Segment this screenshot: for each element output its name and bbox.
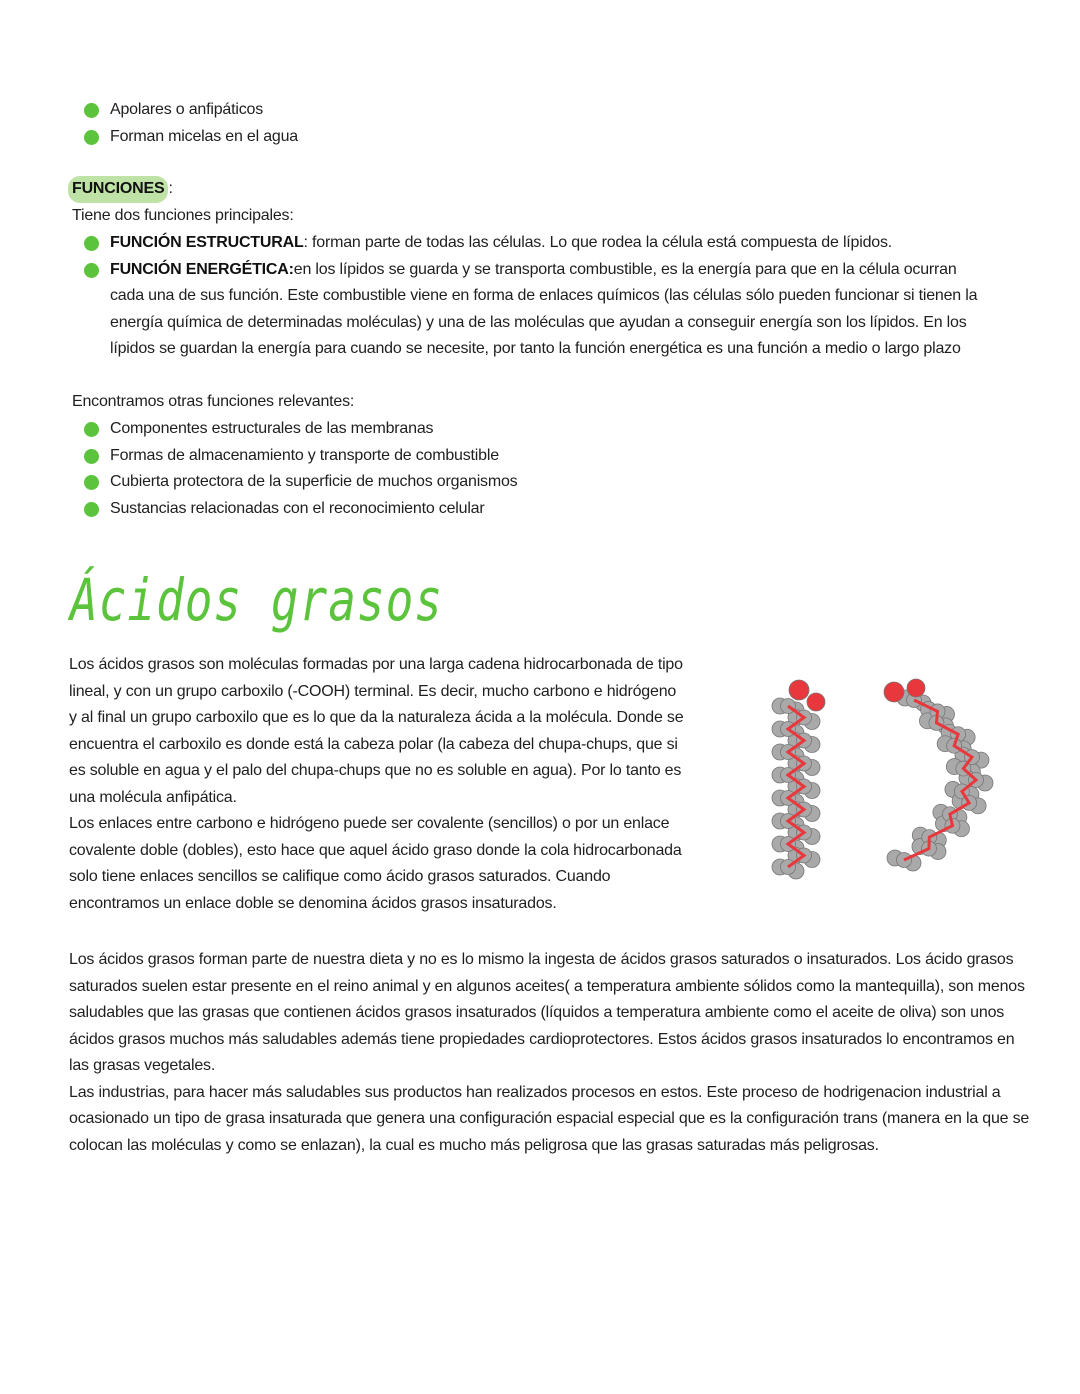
bullet-dot-icon: [84, 130, 99, 145]
otras-list: [84, 416, 517, 522]
section-heading: Ácidos grasos: [70, 566, 444, 634]
oxygen-atom: [884, 682, 904, 702]
paragraph: Los ácidos grasos son moléculas formadas por una larga cadena hidrocarbonada de tipo lineal, y con un grupo carboxilo (-COOH) terminal. Es decir, mucho carbono e hidrógeno y al final un grupo carboxilo que es lo que da la naturaleza ácida a la molécula. Donde se encuentra el carboxilo es donde está la cabeza polar (la cabeza del chupa-chups, que si es soluble en agua y el palo del chupa-chups que no es soluble en agua). Por lo tanto es una molécula anfipática.: [69, 656, 684, 806]
list-item: Forman micelas en el agua: [84, 124, 298, 151]
list-item: Sustancias relacionadas con el reconocimiento celular: [84, 496, 517, 523]
bullet-dot-icon: [84, 475, 99, 490]
paragraph: Los ácidos grasos forman parte de nuestra dieta y no es lo mismo la ingesta de ácidos grasos saturados o insaturados. Los ácido grasos saturados suelen estar presente en el reino animal y en algunos aceites( a temperatura ambiente sólidos como la mantequilla), son menos saludables que las grasas que contienen ácidos grasos insaturados (líquidos a temperatura ambiente como el aceite de oliva) son unos ácidos grasos muchos más saludables además tiene propiedades cardioprotectores. Estos ácidos grasos insaturados lo encontramos en las grasas vegetales.: [69, 951, 1025, 1074]
funciones-title-highlight: FUNCIONES: [68, 176, 168, 203]
bullet-dot-icon: [84, 236, 99, 251]
funciones-list: [84, 230, 984, 363]
acidos-text-block-2: [69, 947, 1034, 1159]
list-item: Apolares o anfipáticos: [84, 97, 298, 124]
list-item: Cubierta protectora de la superficie de muchos organismos: [84, 469, 517, 496]
list-item: FUNCIÓN ESTRUCTURAL: forman parte de todas las células. Lo que rodea la célula está compuesta de lípidos.: [84, 230, 984, 257]
top-bullet-list: [84, 97, 298, 150]
otras-intro: Encontramos otras funciones relevantes:: [72, 393, 355, 410]
oxygen-atom: [789, 680, 809, 700]
fatty-acid-figure: [770, 676, 1010, 896]
bullet-dot-icon: [84, 422, 99, 437]
paragraph: Los enlaces entre carbono e hidrógeno puede ser covalente (sencillos) o por un enlace covalente doble (dobles), esto hace que aquel ácido graso donde la cola hidrocarbonada solo tiene enlaces sencillos se califique como ácido grasos saturados. Cuando encontramos un enlace doble se denomina ácidos grasos insaturados.: [69, 815, 682, 912]
saturated-fatty-acid-model: [772, 680, 825, 879]
bullet-dot-icon: [84, 103, 99, 118]
list-item: Formas de almacenamiento y transporte de combustible: [84, 443, 517, 470]
unsaturated-fatty-acid-model: [884, 679, 993, 871]
bullet-dot-icon: [84, 502, 99, 517]
list-item: FUNCIÓN ENERGÉTICA:en los lípidos se guarda y se transporta combustible, es la energía para que en la célula ocurran cada una de sus función. Este combustible viene en forma de enlaces químicos (las células sólo pueden funcionar si tienen la energía química de determinadas moléculas) y una de las moléculas que ayudan a conseguir energía son los lípidos. En los lípidos se guardan la energía para cuando se necesite, por tanto la función energética es una función a medio o largo plazo: [84, 257, 984, 363]
bullet-dot-icon: [84, 263, 99, 278]
bullet-dot-icon: [84, 449, 99, 464]
oxygen-atom: [907, 679, 925, 697]
list-item: Componentes estructurales de las membranas: [84, 416, 517, 443]
oxygen-atom: [807, 693, 825, 711]
paragraph: Las industrias, para hacer más saludables sus productos han realizados procesos en estos. Este proceso de hodrigenacion industrial a ocasionado un tipo de grasa insaturada que genera una configuración espacial especial que es la configuración trans (manera en la que se colocan las moléculas y como se enlazan), la cual es mucho más peligrosa que las grasas saturadas más peligrosas.: [69, 1083, 1030, 1154]
acidos-text-block: [69, 652, 687, 917]
funciones-title: FUNCIONES :: [68, 176, 173, 203]
funciones-intro: Tiene dos funciones principales:: [72, 207, 294, 224]
